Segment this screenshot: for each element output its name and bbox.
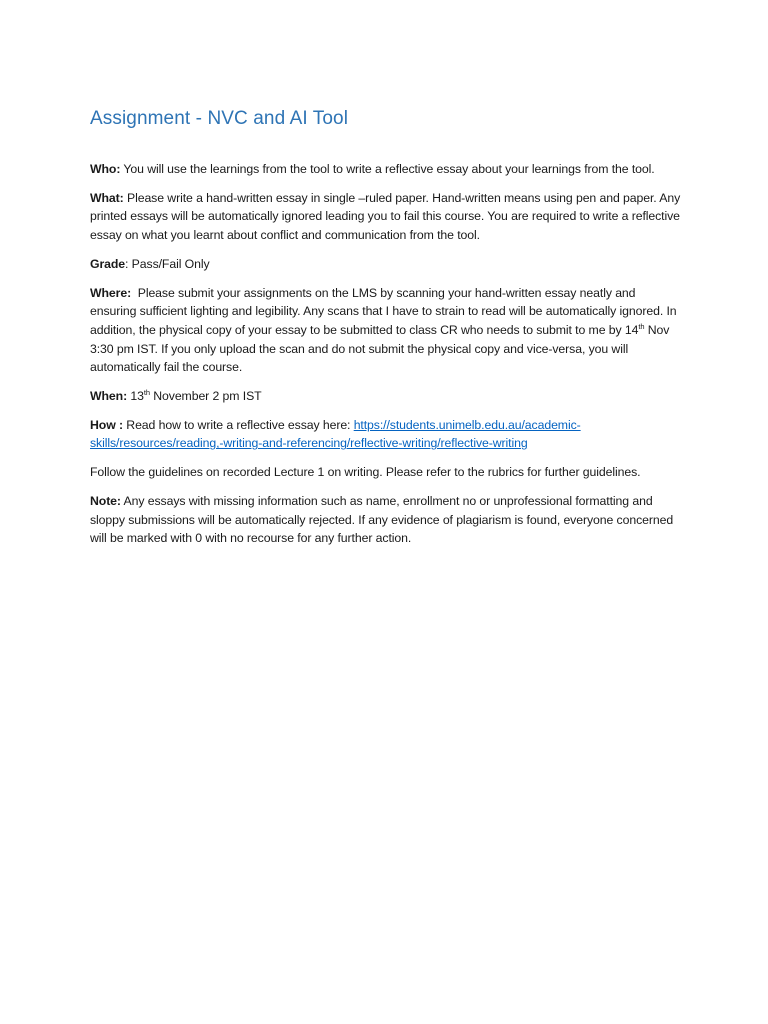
grade-paragraph [90,255,682,274]
document-title: Assignment - NVC and AI Tool [90,108,349,129]
note-text: Any essays with missing information such as name, enrollment no or unprofessional formatting and sloppy submissions will be automatically rejected. If any evidence of plagiarism is found, everyone concerned will be marked with 0 with no recourse for any further action. [90,493,674,546]
document-body [90,108,682,558]
who-text: You will use the learnings from the tool to write a reflective essay about your learnings from the tool. [120,162,655,176]
where-label: Where: [90,285,132,300]
when-label: When: [90,389,128,404]
grade-text: : Pass/Fail Only [125,256,210,271]
when-superscript: th [143,387,150,397]
how-paragraph [90,416,682,453]
what-paragraph [90,189,682,245]
who-label: Who: [90,162,121,176]
where-paragraph [90,284,682,378]
when-text-before: 13 [127,389,144,404]
note-label: Note: [90,493,121,508]
where-text-before: Please submit your assignments on the LMS by scanning your hand-written essay neatly and ensuring sufficient lighting and legibility. Any scans that I have to strain to read will be automatically ignored. In addition, the physical copy of your essay to be submitted to class CR who needs to submit to me by 14 [90,285,680,337]
what-label: What: [90,190,124,205]
follow-paragraph: Follow the guidelines on recorded Lecture 1 on writing. Please refer to the rubrics for further guidelines. [90,465,641,480]
where-superscript: th [638,321,645,331]
what-text: Please write a hand-written essay in single –ruled paper. Hand-written means using pen and paper. Any printed essays will be automatically ignored leading you to fail this course. You are required to write a reflective essay on what you learnt about conflict and communication from the tool. [90,190,681,243]
when-paragraph [90,387,682,406]
when-text-after: November 2 pm IST [149,389,262,404]
reflective-writing-link[interactable]: https://students.unimelb.edu.au/academic-skills/resources/reading,-writing-and-referencing/reflective-writing/reflective-writing [90,417,581,451]
who-paragraph [90,160,682,179]
how-text: Read how to write a reflective essay here: [122,417,354,432]
where-text-after: Nov 3:30 pm IST. If you only upload the scan and do not submit the physical copy and vice-versa, you will automatically fail the course. [90,322,670,375]
how-label: How : [90,417,123,432]
grade-label: Grade [90,256,126,271]
note-paragraph [90,492,682,548]
